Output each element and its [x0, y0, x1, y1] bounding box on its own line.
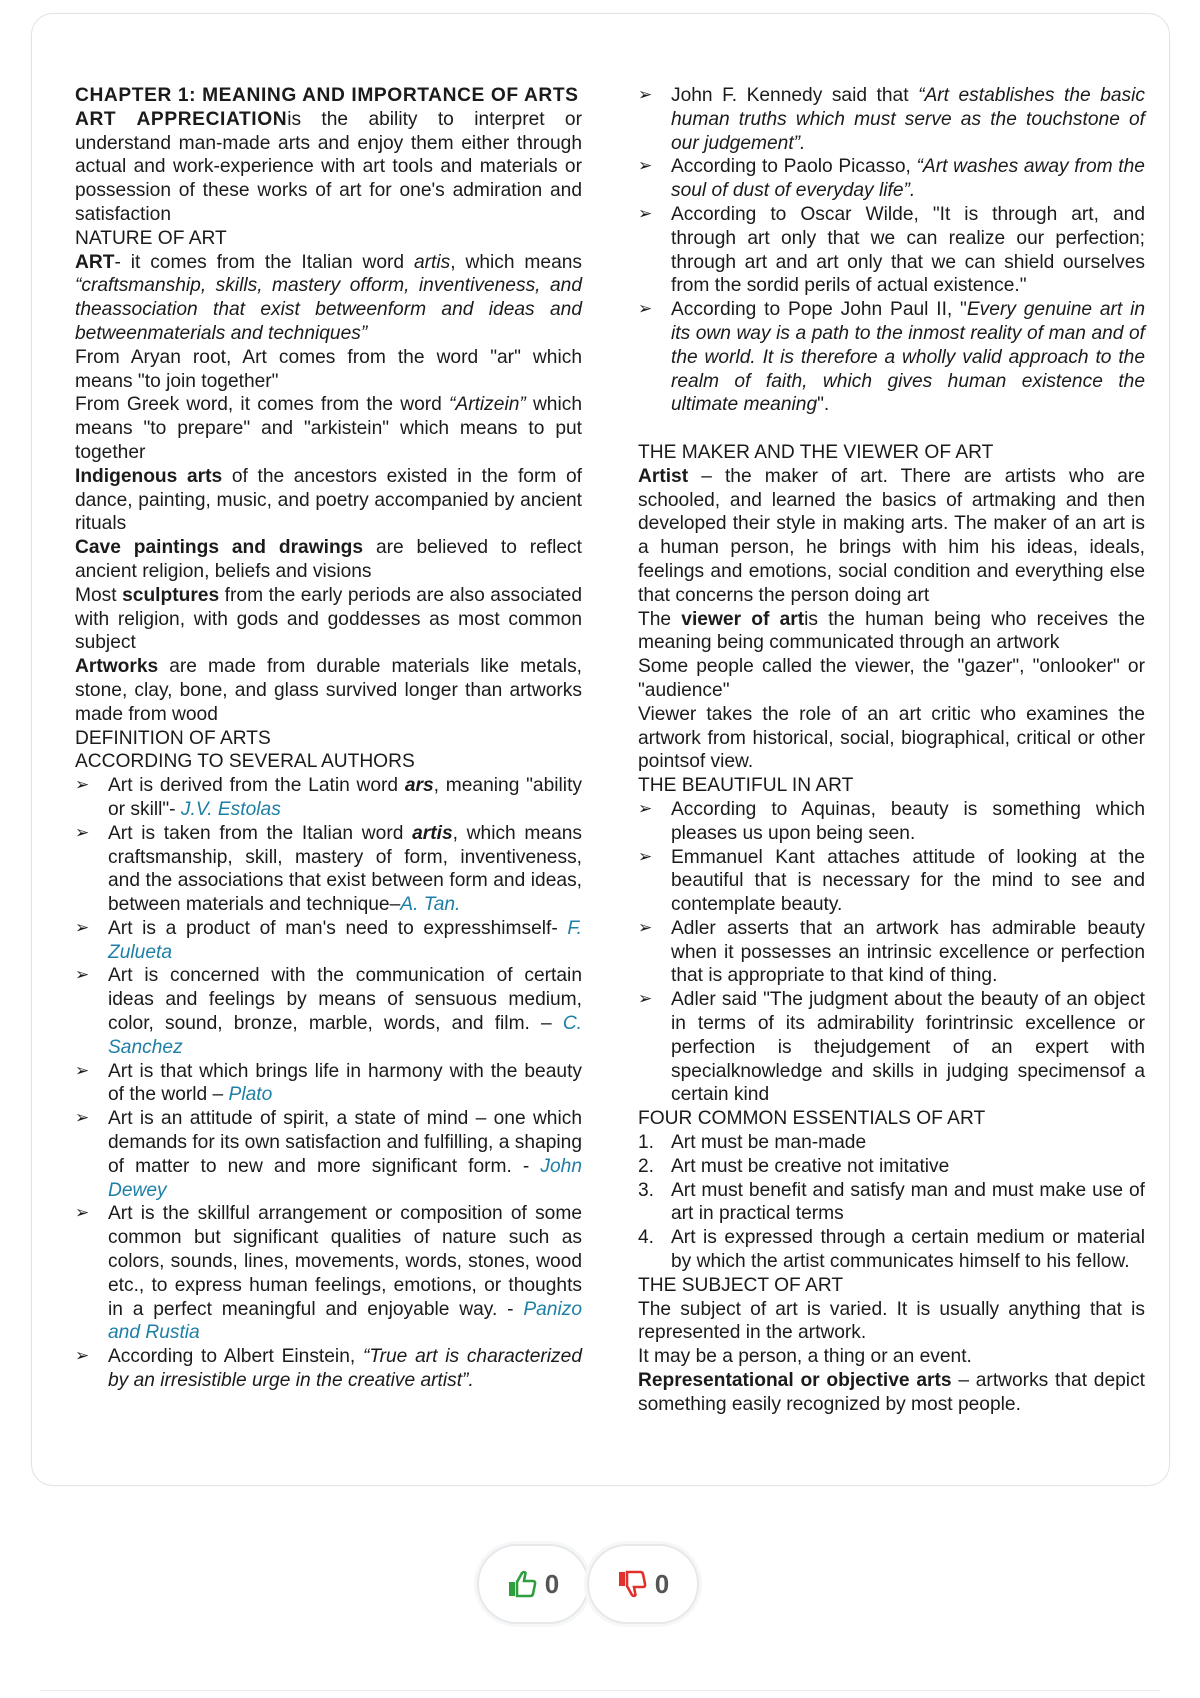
list-item: ➢ Art is taken from the Italian word artis, which means craftsmanship, skill, mastery of form, inventiveness, and the associations that exist between form and ideas, between materials and technique–A. Tan.: [75, 822, 583, 916]
arrow-bullet-icon: ➢: [75, 1346, 90, 1367]
viewer-paragraph: The viewer of artis the human being who receives the meaning being communicated through an artwork: [638, 608, 1145, 654]
list-item: ➢ According to Aquinas, beauty is something which pleases us upon being seen.: [638, 798, 1145, 844]
arrow-bullet-icon: ➢: [75, 822, 90, 843]
indigenous-paragraph: Indigenous arts of the ancestors existed in the form of dance, painting, music, and poetry accompanied by ancient rituals: [75, 465, 583, 535]
list-item: ➢ Art is a product of man's need to expresshimself- F. Zulueta: [75, 917, 582, 963]
maker-heading: THE MAKER AND THE VIEWER OF ART: [638, 441, 994, 463]
definition-heading: DEFINITION OF ARTS: [75, 727, 271, 749]
arrow-bullet-icon: ➢: [75, 1060, 90, 1081]
definitions-list: [75, 774, 582, 1393]
art-definition-paragraph: ART- it comes from the Italian word artis, which means “craftsmanship, skills, mastery ofform, inventiveness, and theassociation that exist betweenform and ideas and betweenmaterials and techniques”: [75, 251, 583, 344]
left-column: [75, 84, 582, 1393]
arrow-bullet-icon: ➢: [638, 989, 653, 1010]
list-item: ➢ According to Pope John Paul II, "Every genuine art in its own way is a path to the inmost reality of man and of the world. It is therefore a wholly valid approach to the realm of faith, which gives human existence the ultimate meaning".: [638, 299, 1145, 416]
arrow-bullet-icon: ➢: [75, 917, 90, 938]
critic-paragraph: Viewer takes the role of an art critic who examines the artwork from historical, social, biographical, critical or other pointsof view.: [638, 703, 1145, 773]
beauty-list: [638, 798, 1145, 1107]
subject-paragraph-2: It may be a person, a thing or an event.: [638, 1346, 972, 1368]
list-item: 3. Art must benefit and satisfy man and must make use of art in practical terms: [638, 1179, 1145, 1225]
quotes-list: [638, 84, 1145, 417]
list-item: ➢ John F. Kennedy said that “Art establishes the basic human truths which must serve as the touchstone of our judgement”.: [638, 85, 1145, 154]
thumbs-up-icon: [507, 1570, 537, 1598]
list-item: ➢ Emmanuel Kant attaches attitude of looking at the beautiful that is necessary for the mind to see and contemplate beauty.: [638, 846, 1145, 916]
authors-heading: ACCORDING TO SEVERAL AUTHORS: [75, 751, 415, 773]
arrow-bullet-icon: ➢: [75, 1203, 90, 1224]
greek-paragraph: From Greek word, it comes from the word “Artizein” which means "to prepare" and "arkistein" which means to put together: [75, 394, 583, 463]
list-item: ➢ Art is that which brings life in harmony with the beauty of the world – Plato: [75, 1060, 582, 1106]
arrow-bullet-icon: ➢: [638, 203, 653, 224]
upvote-button[interactable]: [477, 1544, 589, 1624]
cave-paragraph: Cave paintings and drawings are believed to reflect ancient religion, beliefs and visions: [75, 537, 582, 582]
nature-heading: NATURE OF ART: [75, 227, 227, 249]
vote-controls: [477, 1544, 697, 1624]
essentials-list: [638, 1131, 1145, 1274]
list-item: ➢ Art is the skillful arrangement or composition of some common but significant qualities of nature such as colors, sounds, lines, movements, words, stones, wood etc., to express human feelings, emotions, or thoughts in a perfect meaningful and enjoyable way. - Panizo and Rustia: [75, 1203, 582, 1344]
gazer-paragraph: Some people called the viewer, the "gazer", "onlooker" or "audience": [638, 656, 1145, 701]
arrow-bullet-icon: ➢: [638, 85, 653, 105]
subject-heading: THE SUBJECT OF ART: [638, 1274, 844, 1296]
arrow-bullet-icon: ➢: [638, 299, 653, 320]
downvote-button[interactable]: [587, 1544, 699, 1624]
arrow-bullet-icon: ➢: [75, 1108, 90, 1129]
list-item: 2. Art must be creative not imitative: [638, 1155, 950, 1177]
arrow-bullet-icon: ➢: [75, 775, 90, 796]
essentials-heading: FOUR COMMON ESSENTIALS OF ART: [638, 1108, 986, 1130]
footer-divider: [40, 1690, 1160, 1691]
representational-paragraph: Representational or objective arts – artworks that depict something easily recognized by most people.: [638, 1370, 1145, 1415]
aryan-paragraph: From Aryan root, Art comes from the word "ar" which means "to join together": [75, 346, 582, 392]
list-item: ➢ According to Paolo Picasso, “Art washes away from the soul of dust of everyday life”.: [638, 156, 1145, 202]
chapter-title: CHAPTER 1: MEANING AND IMPORTANCE OF ARTS: [75, 85, 579, 106]
subject-paragraph-1: The subject of art is varied. It is usually anything that is represented in the artwork.: [638, 1298, 1145, 1344]
list-item: ➢ According to Oscar Wilde, "It is through art, and through art only that we can realize our perfection; through art and art only that we can shield ourselves from the sordid perils of actual existence.": [638, 203, 1145, 297]
arrow-bullet-icon: ➢: [638, 846, 653, 867]
downvote-count: 0: [654, 1568, 670, 1599]
arrow-bullet-icon: ➢: [638, 917, 653, 938]
list-item: ➢ Adler asserts that an artwork has admirable beauty when it possesses an intrinsic excellence or perfection that is appropriate to that kind of thing.: [638, 917, 1145, 987]
thumbs-down-icon: [617, 1570, 647, 1598]
art-appreciation-paragraph: ART APPRECIATIONis the ability to interpret or understand man-made arts and enjoy them either through actual and work-experience with art tools and materials or possession of these works of art for one's admiration and satisfaction: [75, 108, 582, 225]
list-item: 1. Art must be man-made: [638, 1132, 867, 1154]
list-item: ➢ According to Albert Einstein, “True art is characterized by an irresistible urge in the creative artist”.: [75, 1346, 582, 1392]
artworks-paragraph: Artworks are made from durable materials like metals, stone, clay, bone, and glass survived longer than artworks made from wood: [75, 656, 582, 725]
list-item: ➢ Art is derived from the Latin word ars, meaning "ability or skill"- J.V. Estolas: [75, 775, 582, 820]
arrow-bullet-icon: ➢: [638, 798, 653, 819]
beautiful-heading: THE BEAUTIFUL IN ART: [638, 775, 854, 797]
artist-paragraph: Artist – the maker of art. There are artists who are schooled, and learned the basics of artmaking and then developed their style in making arts. The maker of an art is a human person, he brings with him his ideas, ideals, feelings and emotions, social condition and everything else that concerns the person doing art: [638, 465, 1145, 606]
sculptures-paragraph: Most sculptures from the early periods are also associated with religion, with gods and goddesses as most common subject: [75, 584, 583, 654]
list-item: ➢ Adler said "The judgment about the beauty of an object in terms of its admirability forintrinsic excellence or perfection is thejudgement of an expert with specialknowledge and skills in judging specimensof a certain kind: [638, 989, 1145, 1106]
arrow-bullet-icon: ➢: [638, 156, 653, 177]
list-item: ➢ Art is concerned with the communication of certain ideas and feelings by means of sensuous medium, color, sound, bronze, marble, words, and film. – C. Sanchez: [75, 965, 582, 1058]
list-item: ➢ Art is an attitude of spirit, a state of mind – one which demands for its own satisfaction and fulfilling, a shaping of matter to new and more significant form. - John Dewey: [75, 1108, 582, 1201]
list-item: 4. Art is expressed through a certain medium or material by which the artist communicates himself to his fellow.: [638, 1227, 1145, 1273]
arrow-bullet-icon: ➢: [75, 965, 90, 986]
right-column: [638, 84, 1145, 1417]
upvote-count: 0: [544, 1568, 560, 1599]
